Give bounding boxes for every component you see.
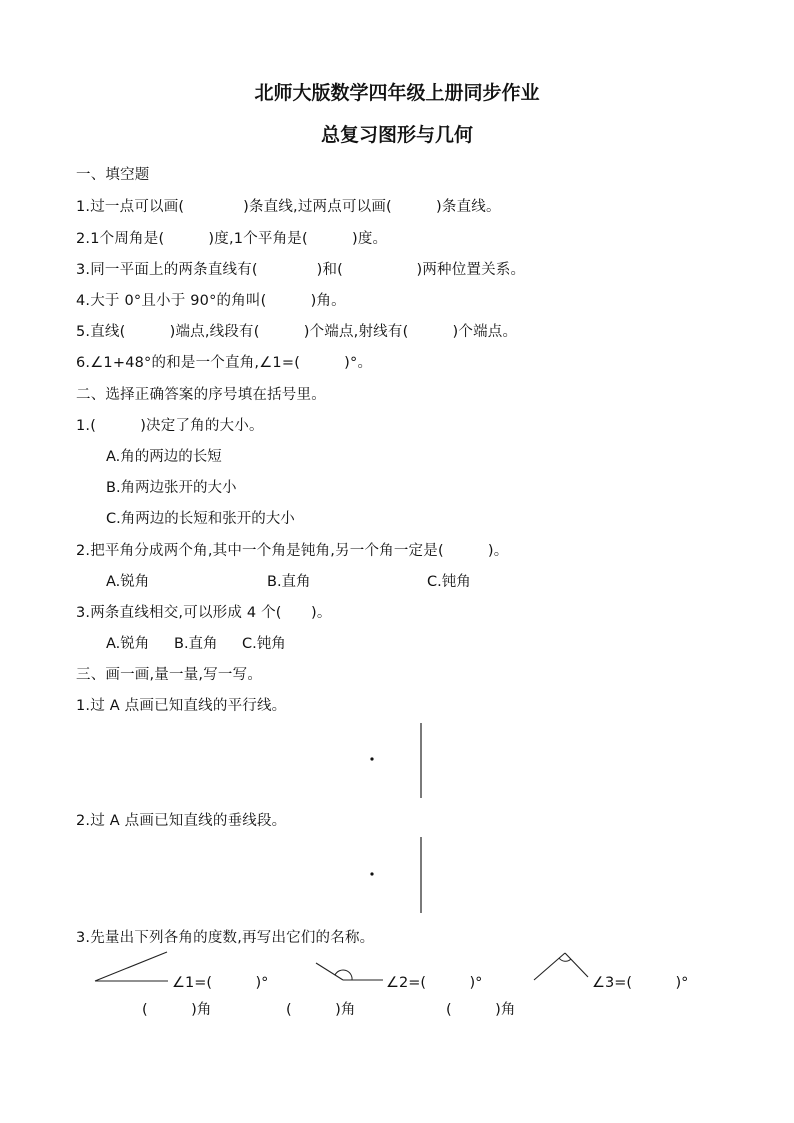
angle-1-figure — [95, 952, 168, 981]
point-a-2 — [370, 872, 373, 875]
fill-question-2: 2.1个周角是( )度,1个平角是( )度。 — [76, 231, 388, 247]
choice-question-2: 2.把平角分成两个角,其中一个角是钝角,另一个角一定是( )。 — [76, 543, 509, 559]
point-a-1 — [370, 757, 373, 760]
page-subtitle: 总复习图形与几何 — [320, 124, 473, 146]
choice-2-option-b: B.直角 — [267, 574, 311, 590]
angle-3-figure — [534, 953, 588, 980]
angle-1-measure: ∠1=( )° — [172, 975, 269, 991]
angle-3-name: ( )角 — [446, 1002, 516, 1018]
angle-2-figure — [316, 963, 383, 980]
section3-heading: 三、画一画,量一量,写一写。 — [76, 667, 263, 683]
choice-3-option-c: C.钝角 — [242, 636, 286, 652]
draw-question-1: 1.过 A 点画已知直线的平行线。 — [76, 698, 287, 714]
choice-3-option-b: B.直角 — [174, 636, 218, 652]
draw-question-2: 2.过 A 点画已知直线的垂线段。 — [76, 813, 287, 829]
fill-question-3: 3.同一平面上的两条直线有( )和( )两种位置关系。 — [76, 262, 526, 278]
choice-2-option-c: C.钝角 — [427, 574, 471, 590]
choice-1-option-a: A.角的两边的长短 — [106, 449, 222, 465]
fill-question-6: 6.∠1+48°的和是一个直角,∠1=( )°。 — [76, 355, 373, 371]
choice-1-option-c: C.角两边的长短和张开的大小 — [106, 511, 295, 527]
choice-question-3: 3.两条直线相交,可以形成 4 个( )。 — [76, 605, 332, 621]
angle-3-measure: ∠3=( )° — [592, 975, 689, 991]
choice-3-option-a: A.锐角 — [106, 636, 150, 652]
angle-2-name: ( )角 — [286, 1002, 356, 1018]
section2-heading: 二、选择正确答案的序号填在括号里。 — [76, 387, 326, 403]
fill-question-4: 4.大于 0°且小于 90°的角叫( )角。 — [76, 293, 346, 309]
page-title: 北师大版数学四年级上册同步作业 — [254, 82, 540, 104]
fill-question-5: 5.直线( )端点,线段有( )个端点,射线有( )个端点。 — [76, 324, 518, 340]
choice-2-option-a: A.锐角 — [106, 574, 150, 590]
draw-question-3: 3.先量出下列各角的度数,再写出它们的名称。 — [76, 930, 375, 946]
section1-heading: 一、填空题 — [76, 167, 150, 183]
choice-1-option-b: B.角两边张开的大小 — [106, 480, 237, 496]
angle-1-name: ( )角 — [142, 1002, 212, 1018]
fill-question-1: 1.过一点可以画( )条直线,过两点可以画( )条直线。 — [76, 199, 501, 215]
choice-question-1: 1.( )决定了角的大小。 — [76, 418, 264, 434]
angle-2-measure: ∠2=( )° — [386, 975, 483, 991]
